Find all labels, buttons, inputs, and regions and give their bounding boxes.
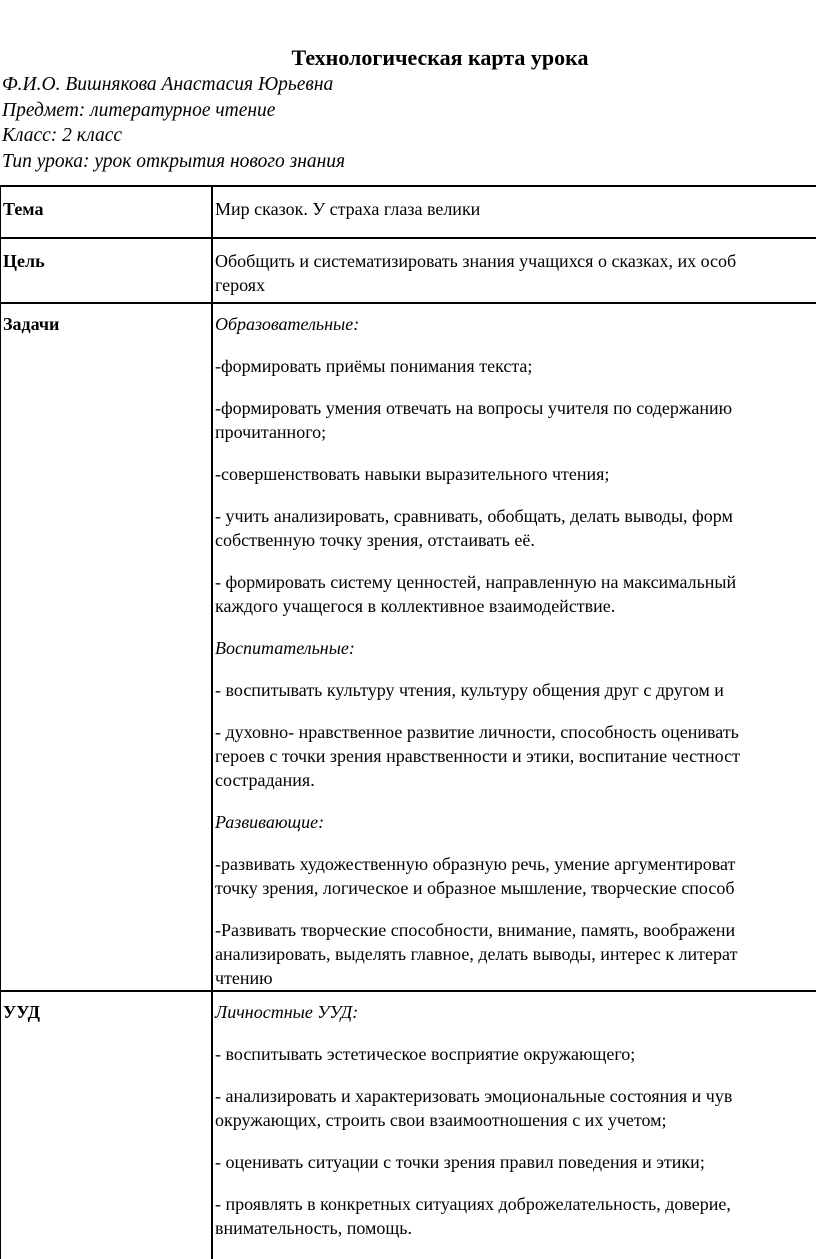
- zadachi-subheading-educational: Образовательные:: [215, 314, 360, 334]
- zadachi-line: точку зрения, логическое и образное мышление, творческие способ: [215, 878, 735, 898]
- zadachi-item: [215, 504, 816, 552]
- table-row-uud: [0, 991, 816, 1259]
- zadachi-line: - духовно- нравственное развитие личности, способность оценивать: [215, 722, 739, 742]
- uud-line: внимательность, помощь.: [215, 1218, 412, 1238]
- zadachi-subheading-upbringing: Воспитательные:: [215, 638, 355, 658]
- cel-label: Цель: [0, 238, 212, 303]
- zadachi-item: - воспитывать культуру чтения, культуру общения друг с другом и: [215, 680, 724, 700]
- zadachi-item: -совершенствовать навыки выразительного чтения;: [215, 464, 610, 484]
- subject-line: Предмет: литературное чтение: [2, 99, 276, 121]
- uud-line: окружающих, строить свои взаимоотношения с их учетом;: [215, 1110, 667, 1130]
- cel-line-1: Обобщить и систематизировать знания учащихся о сказках, их особ: [215, 251, 737, 271]
- uud-item: [215, 1084, 816, 1132]
- zadachi-line: -Развивать творческие способности, внимание, память, воображени: [215, 920, 736, 940]
- zadachi-line: - учить анализировать, сравнивать, обобщать, делать выводы, форм: [215, 506, 733, 526]
- table-row-zadachi: [0, 303, 816, 991]
- lesson-map-table-wrapper: [0, 185, 816, 1259]
- uud-item: - воспитывать эстетическое восприятие окружающего;: [215, 1044, 636, 1064]
- zadachi-line: каждого учащегося в коллективное взаимодействие.: [215, 596, 616, 616]
- document-title: Технологическая карта урока: [291, 45, 589, 70]
- zadachi-item: [215, 852, 816, 900]
- uud-item: - оценивать ситуации с точки зрения правил поведения и этики;: [215, 1152, 705, 1172]
- zadachi-line: - формировать систему ценностей, направленную на максимальный: [215, 572, 737, 592]
- table-row-tema: [0, 186, 816, 238]
- uud-item: [215, 1192, 816, 1240]
- cel-text: [215, 249, 816, 297]
- table-row-cel: [0, 238, 816, 303]
- zadachi-line: прочитанного;: [215, 422, 327, 442]
- uud-line: - проявлять в конкретных ситуациях доброжелательность, доверие,: [215, 1194, 731, 1214]
- cel-value: [212, 238, 816, 303]
- grade-line: Класс: 2 класс: [2, 125, 123, 146]
- zadachi-line: анализировать, выделять главное, делать выводы, интерес к литерат: [215, 944, 738, 964]
- lesson-type-line: Тип урока: урок открытия нового знания: [2, 150, 346, 172]
- tema-value: [212, 186, 816, 238]
- zadachi-label: Задачи: [0, 303, 212, 991]
- zadachi-item: [215, 918, 816, 990]
- tema-label: Тема: [0, 186, 212, 238]
- zadachi-line: собственную точку зрения, отстаивать её.: [215, 530, 535, 550]
- zadachi-item: [215, 396, 816, 444]
- cel-line-2: героях: [215, 275, 266, 295]
- zadachi-item: [215, 720, 816, 792]
- zadachi-line: сострадания.: [215, 770, 315, 790]
- zadachi-line: героев с точки зрения нравственности и этики, воспитание честност: [215, 746, 740, 766]
- zadachi-value: [212, 303, 816, 991]
- uud-subheading-personal: Личностные УУД:: [215, 1002, 359, 1022]
- zadachi-item: -формировать приёмы понимания текста;: [215, 356, 533, 376]
- zadachi-line: -формировать умения отвечать на вопросы учителя по содержанию: [215, 398, 733, 418]
- document-meta: [2, 72, 345, 174]
- uud-label: УУД: [0, 991, 212, 1259]
- zadachi-item: [215, 570, 816, 618]
- lesson-map-table: [0, 185, 816, 1259]
- uud-line: - анализировать и характеризовать эмоциональные состояния и чув: [215, 1086, 733, 1106]
- zadachi-subheading-developing: Развивающие:: [215, 812, 325, 832]
- teacher-name: Ф.И.О. Вишнякова Анастасия Юрьевна: [2, 74, 334, 95]
- zadachi-line: -развивать художественную образную речь, умение аргументироват: [215, 854, 736, 874]
- tema-text: Мир сказок. У страха глаза велики: [215, 199, 481, 219]
- uud-value: [212, 991, 816, 1259]
- zadachi-line: чтению: [215, 968, 273, 988]
